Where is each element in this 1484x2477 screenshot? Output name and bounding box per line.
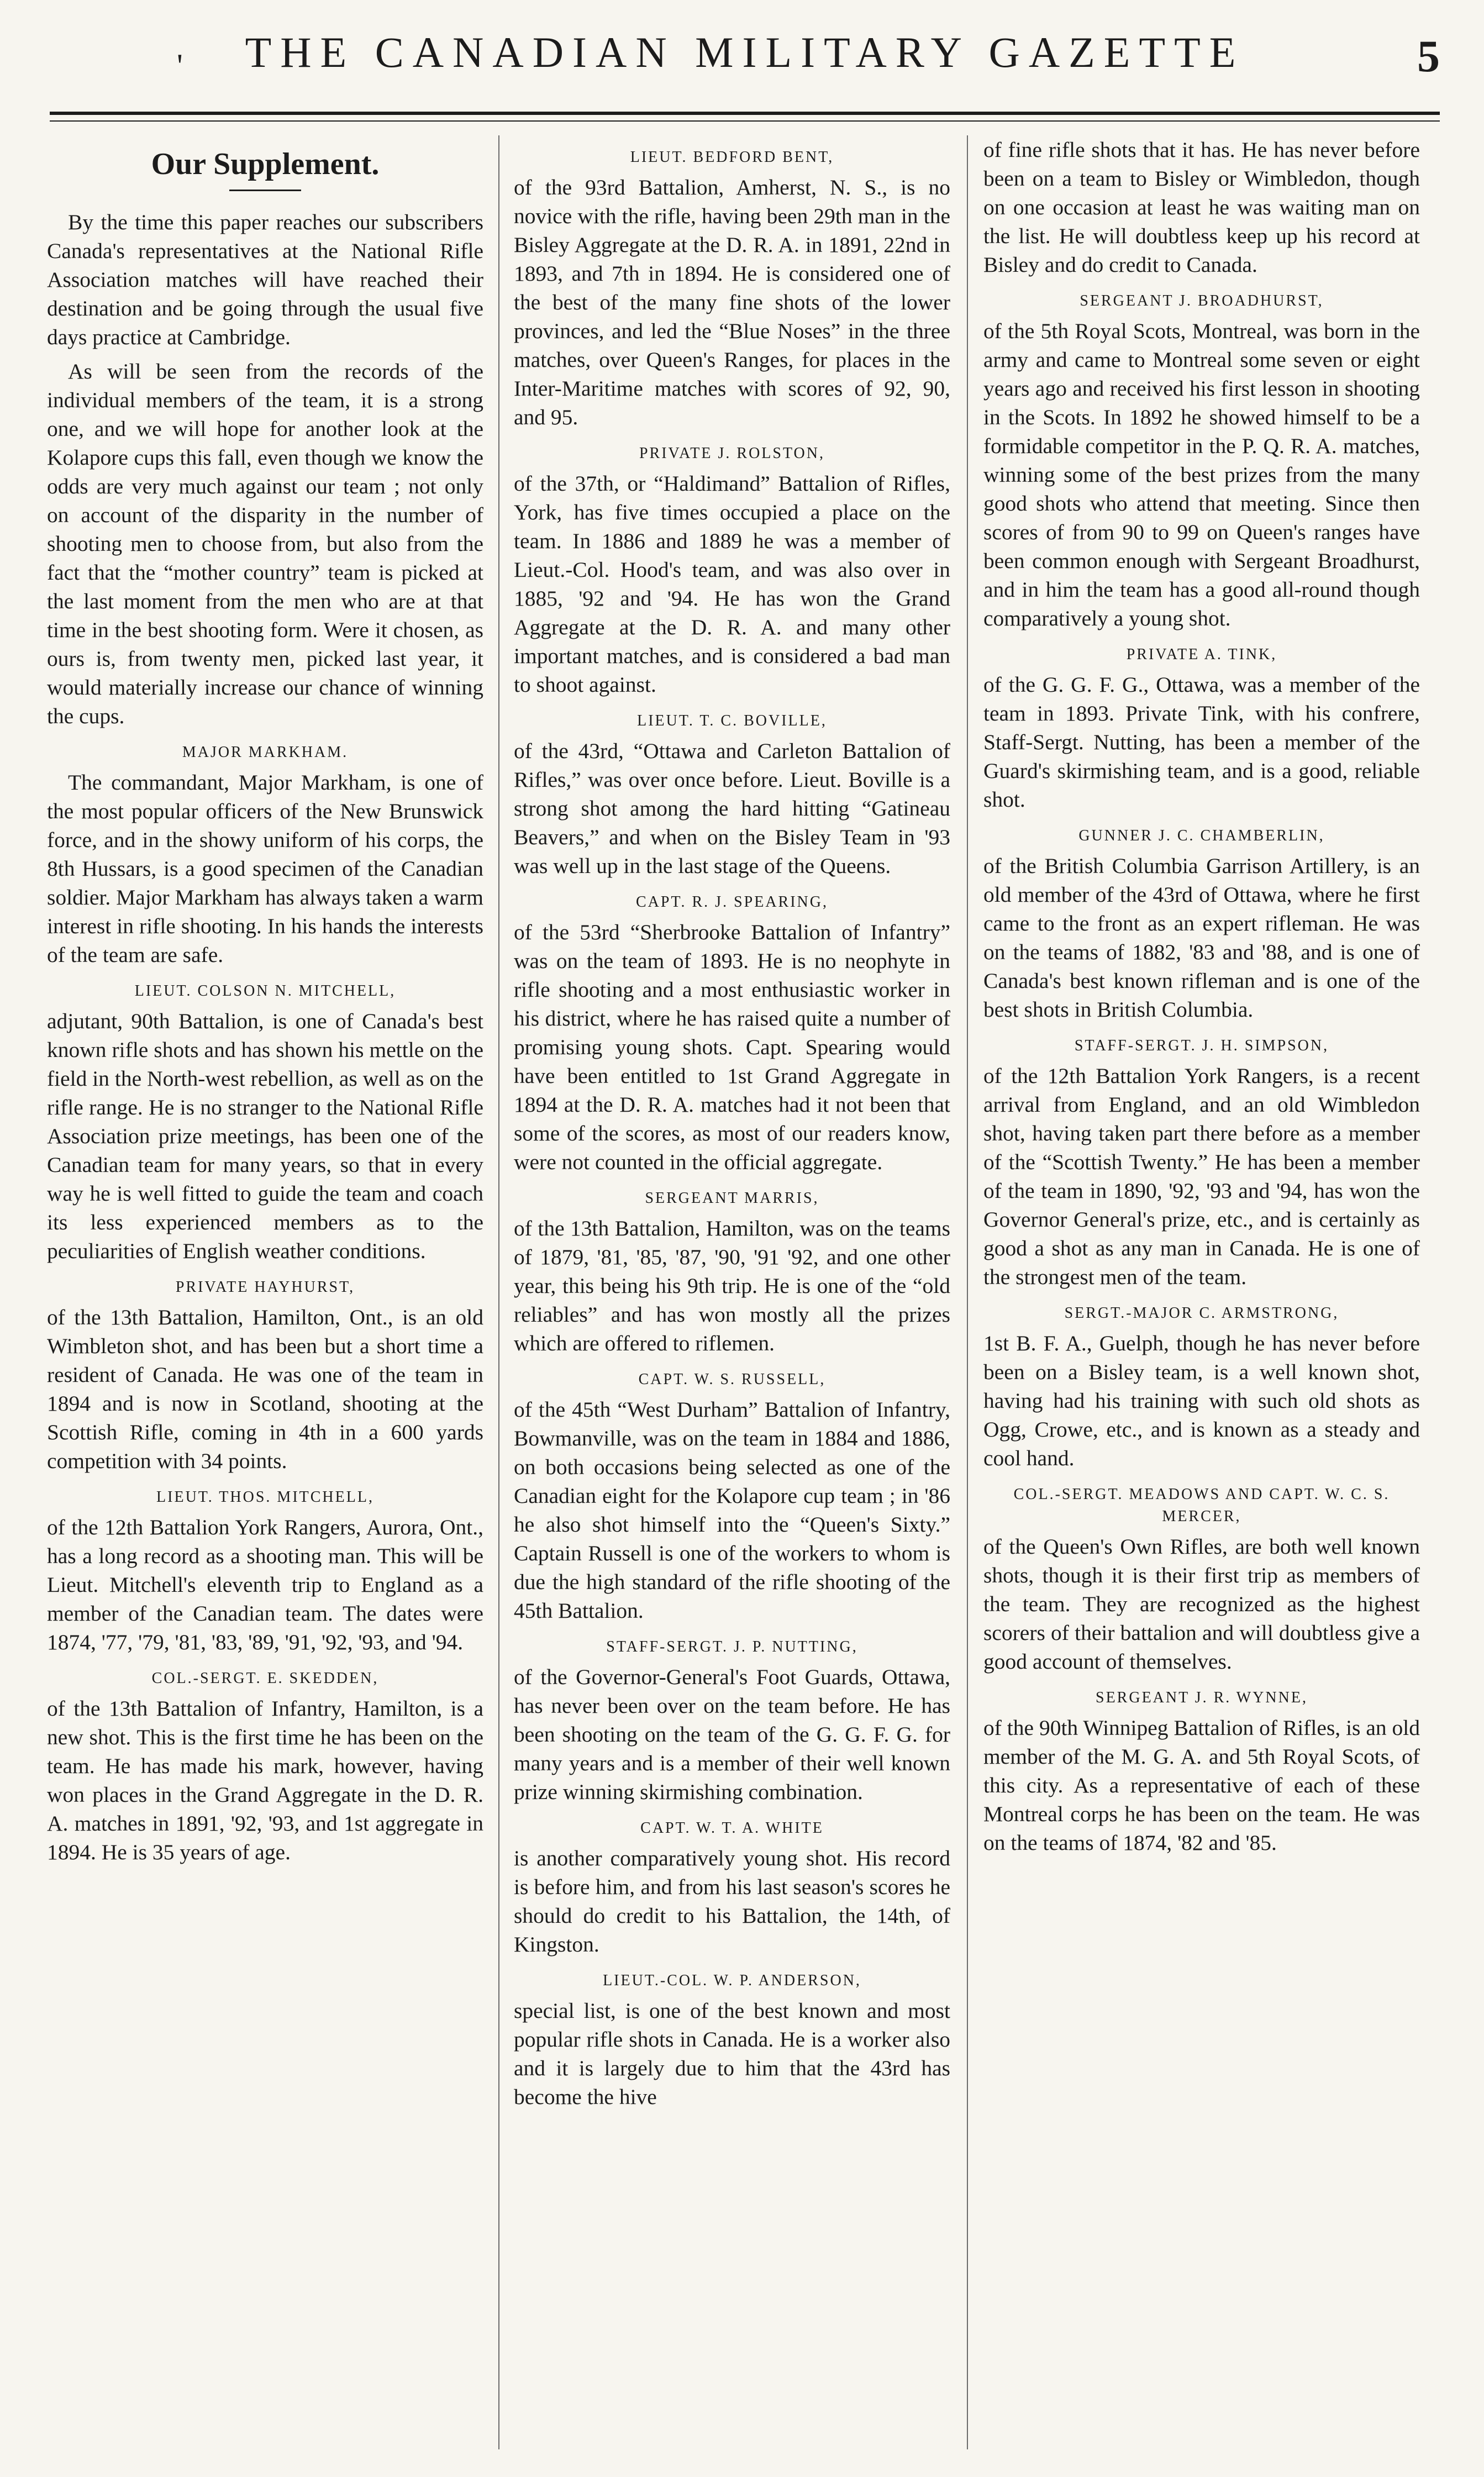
section-text: of the G. G. F. G., Ottawa, was a member of the team in 1893. Private Tink, with his confrere, Staff-Sergt. Nutting, has been a member of the Guard's skirmishing team, and is a good, reliable shot. bbox=[983, 672, 1420, 812]
masthead bbox=[50, 17, 1440, 127]
section-text: of the Governor-General's Foot Guards, Ottawa, has never been over on the team before. He has been shooting on the team of the G. G. F. G. for many years and is a member of their well known prize winning skirmishing combination. bbox=[514, 1665, 950, 1804]
column-1 bbox=[47, 135, 483, 2449]
section-text: 1st B. F. A., Guelph, though he has never before been on a Bisley team, is a well known shot, having had his training with such old shots as Ogg, Crowe, etc., and is known as a steady and cool hand. bbox=[983, 1331, 1420, 1470]
column-divider bbox=[967, 135, 968, 2449]
section-heading: SERGEANT J. R. WYNNE, bbox=[1096, 1689, 1308, 1706]
section-text: of the 90th Winnipeg Battalion of Rifles, is an old member of the M. G. A. and 5th Royal Scots, of this city. As a representative of each of these Montreal corps he has been on the team. He was on the teams of 1874, '82 and '85. bbox=[983, 1716, 1420, 1855]
section-text: of the Queen's Own Rifles, are both well known shots, though it is their first trip as members of the team. They are recognized as the highest scorers of their battalion and will doubtless give a good account of themselves. bbox=[983, 1534, 1420, 1674]
section-text: of the 37th, or “Haldimand” Battalion of Rifles, York, has five times occupied a place on the team. In 1886 and 1889 he was a member of Lieut.-Col. Hood's team, and was also over in 1885, '92 and '94. He has won the Grand Aggregate at the D. R. A. and many other important matches, and is considered a bad man to shoot against. bbox=[514, 471, 950, 697]
masthead-mark: ' bbox=[177, 48, 183, 84]
section-heading: SERGT.-MAJOR C. ARMSTRONG, bbox=[1064, 1305, 1339, 1322]
section-text: special list, is one of the best known and most popular rifle shots in Canada. He is a worker also and it is largely due to him that the 43rd has become the hive bbox=[514, 1999, 950, 2109]
section-text: of the 13th Battalion, Hamilton, was on the teams of 1879, '81, '85, '87, '90, '91 '92, and one other year, this being his 9th trip. He is one of the “old reliables” and has won mostly all the prizes which are offered to riflemen. bbox=[514, 1216, 950, 1355]
section-text: The commandant, Major Markham, is one of the most popular officers of the New Brunswick force, and in the showy uniform of his corps, the 8th Hussars, is a good specimen of the Canadian soldier. Major Markham has always taken a warm interest in rifle shooting. In his hands the interests of the team are safe. bbox=[47, 770, 483, 967]
section-heading: PRIVATE HAYHURST, bbox=[175, 1279, 355, 1296]
section-heading: STAFF-SERGT. J. P. NUTTING, bbox=[606, 1638, 858, 1655]
section-heading: PRIVATE J. ROLSTON, bbox=[639, 445, 825, 462]
section-heading: LIEUT.-COL. W. P. ANDERSON, bbox=[603, 1972, 861, 1989]
page-number: 5 bbox=[1417, 31, 1440, 81]
section-text: is another comparatively young shot. His record is before him, and from his last season's scores he should do credit to his Battalion, the 14th, of Kingston. bbox=[514, 1846, 950, 1957]
intro-paragraph: By the time this paper reaches our subscribers Canada's representatives at the National Rifle Association matches will have reached their destination and be going through the usual five days practice at Cambridge. bbox=[47, 210, 483, 349]
column-divider bbox=[498, 135, 499, 2449]
title-rule bbox=[229, 190, 301, 191]
section-text: of the 13th Battalion of Infantry, Hamilton, is a new shot. This is the first time he has been on the team. He has made his mark, however, having won places in the Grand Aggregate in the D. R. A. matches in 1891, '92, '93, and 1st aggregate in 1894. He is 35 years of age. bbox=[47, 1696, 483, 1864]
section-heading: PRIVATE A. TINK, bbox=[1126, 646, 1277, 663]
paper-title: THE CANADIAN MILITARY GAZETTE bbox=[245, 28, 1245, 76]
section-heading: LIEUT. T. C. BOVILLE, bbox=[637, 712, 827, 729]
section-heading: CAPT. W. S. RUSSELL, bbox=[638, 1371, 826, 1388]
intro-paragraph: As will be seen from the records of the individual members of the team, it is a strong one, and we will hope for another look at the Kolapore cups this fall, even though we know the odds are very much against our team ; not only on account of the disparity in the number of shooting men to choose from, but also from the fact that the “mother country” team is picked at the last moment from the men who are at that time in the best shooting form. Were it chosen, as ours is, from twenty men, picked last year, it would materially increase our chance of winning the cups. bbox=[47, 359, 483, 728]
article-title: Our Supplement. bbox=[151, 147, 380, 181]
header-rule bbox=[50, 112, 1440, 115]
section-text: of the 53rd “Sherbrooke Battalion of Infantry” was on the team of 1893. He is no neophyte in rifle shooting and a most enthusiastic worker in his district, where he has raised quite a number of promising young shots. Capt. Spearing would have been entitled to 1st Grand Aggregate in 1894 at the D. R. A. matches had it not been that some of the scores, as most of our readers know, were not counted in the official aggregate. bbox=[514, 920, 950, 1174]
section-text: of the 45th “West Durham” Battalion of Infantry, Bowmanville, was on the team in 1884 and 1886, on both occasions being selected as one of the Canadian eight for the Kolapore cup team ; in '86 he also shot himself into the “Queen's Sixty.” Captain Russell is one of the workers to whom is due the high standard of the rifle shooting of the 45th Battalion. bbox=[514, 1397, 950, 1623]
section-heading: COL.-SERGT. E. SKEDDEN, bbox=[151, 1670, 379, 1687]
section-heading: GUNNER J. C. CHAMBERLIN, bbox=[1078, 827, 1325, 844]
section-text: of the 13th Battalion, Hamilton, Ont., is an old Wimbleton shot, and has been but a short time a resident of Canada. He was one of the team in 1894 and is now in Scotland, shooting at the Scottish Rifle, coming in 4th in a 600 yards competition with 34 points. bbox=[47, 1305, 483, 1473]
section-heading: MAJOR MARKHAM. bbox=[182, 744, 349, 761]
section-text: of fine rifle shots that it has. He has never before been on a team to Bisley or Wimbledon, though on one occasion at least he was waiting man on the list. He will doubtless keep up his record at Bisley and do credit to Canada. bbox=[983, 138, 1420, 277]
column-2 bbox=[514, 135, 950, 2449]
section-heading: CAPT. W. T. A. WHITE bbox=[640, 1819, 824, 1837]
section-heading: LIEUT. THOS. MITCHELL, bbox=[156, 1489, 374, 1506]
section-heading: LIEUT. BEDFORD BENT, bbox=[630, 149, 834, 166]
section-text: adjutant, 90th Battalion, is one of Canada's best known rifle shots and has shown his mettle on the field in the North-west rebellion, as well as on the rifle range. He is no stranger to the National Rifle Association prize meetings, has been one of the Canadian team for many years, so that in every way he is well fitted to guide the team and coach its less experienced members as to the peculiarities of English weather conditions. bbox=[47, 1009, 483, 1263]
section-text: of the British Columbia Garrison Artillery, is an old member of the 43rd of Ottawa, where he first came to the front as an expert rifleman. He was on the teams of 1882, '83 and '88, and is one of Canada's best known rifleman and is one of the best shots in British Columbia. bbox=[983, 854, 1420, 1022]
section-heading: LIEUT. COLSON N. MITCHELL, bbox=[134, 982, 396, 1000]
section-heading: STAFF-SERGT. J. H. SIMPSON, bbox=[1074, 1037, 1329, 1054]
section-text: of the 93rd Battalion, Amherst, N. S., is no novice with the rifle, having been 29th man in the Bisley Aggregate at the D. R. A. in 1891, 22nd in 1893, and 7th in 1894. He is considered one of the best of the many fine shots of the lower provinces, and led the “Blue Noses” in the three matches, over Queen's Ranges, for places in the Inter-Maritime matches with scores of 92, 90, and 95. bbox=[514, 175, 950, 429]
section-text: of the 43rd, “Ottawa and Carleton Battalion of Rifles,” was over once before. Lieut. Boville is a strong shot among the hard hitting “Gatineau Beavers,” and when on the Bisley Team in '93 was well up in the last stage of the Queens. bbox=[514, 739, 950, 878]
header-rule-thin bbox=[50, 120, 1440, 122]
column-3 bbox=[983, 135, 1420, 2449]
section-heading: CAPT. R. J. SPEARING, bbox=[636, 893, 828, 911]
section-text: of the 12th Battalion York Rangers, Aurora, Ont., has a long record as a shooting man. This will be Lieut. Mitchell's eleventh trip to England as a member of the Canadian team. The dates were 1874, '77, '79, '81, '83, '89, '91, '92, '93, and '94. bbox=[47, 1515, 483, 1654]
section-heading: COL.-SERGT. MEADOWS AND CAPT. W. C. S. MERCER, bbox=[1013, 1486, 1390, 1525]
section-heading: SERGEANT MARRIS, bbox=[645, 1190, 819, 1207]
section-text: of the 5th Royal Scots, Montreal, was born in the army and came to Montreal some seven or eight years ago and received his first lesson in shooting in the Scots. In 1892 he showed himself to be a formidable competitor in the P. Q. R. A. matches, winning some of the best prizes from the many good shots who attend that meeting. Since then scores of from 90 to 99 on Queen's ranges have been common enough with Sergeant Broadhurst, and in him the team has a good all-round though comparatively a young shot. bbox=[983, 319, 1420, 630]
section-heading: SERGEANT J. BROADHURST, bbox=[1080, 292, 1324, 309]
section-text: of the 12th Battalion York Rangers, is a recent arrival from England, and an old Wimbledon shot, having taken part there before as a member of the “Scottish Twenty.” He has been a member of the team in 1890, '92, '93 and '94, has won the Governor General's prize, etc., and is certainly as good a shot as any man in Canada. He is one of the strongest men of the team. bbox=[983, 1064, 1420, 1289]
